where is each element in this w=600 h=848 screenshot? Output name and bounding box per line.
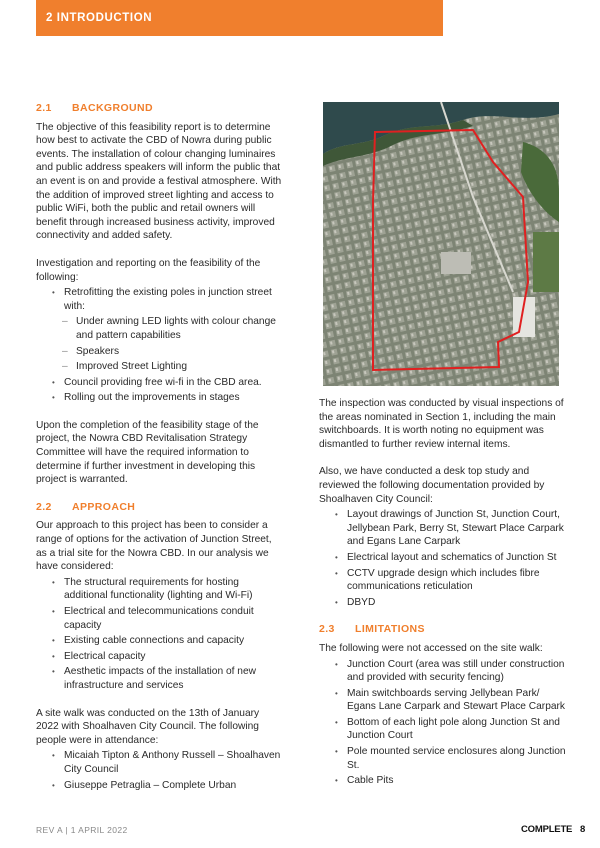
list-item: • Layout drawings of Junction St, Junction Court, Jellybean Park, Berry St, Stewart Place Carpark and Egans Lane Carpark — [319, 508, 569, 549]
attendee-list — [36, 749, 284, 792]
limitations-list — [319, 658, 569, 788]
feasibility-list — [36, 286, 284, 405]
considered-list — [36, 576, 284, 693]
documentation-list — [319, 508, 569, 609]
heading-approach: 2.2 APPROACH — [36, 500, 136, 513]
approach-paragraph-2: A site walk was conducted on the 13th of January 2022 with Shoalhaven City Council. The following people were in attendance: — [36, 707, 260, 746]
list-item: • Pole mounted service enclosures along Junction St. — [319, 745, 569, 772]
background-paragraph-3: Upon the completion of the feasibility stage of the project, the Nowra CBD Revitalisation Strategy Committee will have the required information to determine if further investment in developing this project is warranted. — [36, 419, 259, 486]
background-paragraph-1: The objective of this feasibility report is to determine how best to activate the CBD of Nowra during public events. The installation of colour changing luminaires and public address speakers will inform the public that an event is on and provide a festival atmosphere. With the addition of improved street lighting and access to public WiFi, both the public and retail owners will benefit through increased business activity, improved connectivity and added safety. — [36, 121, 282, 242]
list-item: • CCTV upgrade design which includes fibre communications reticulation — [319, 567, 569, 594]
section-header-title: 2 INTRODUCTION — [46, 12, 153, 24]
list-item: • Electrical and telecommunications conduit capacity — [36, 605, 284, 632]
list-item: • Electrical layout and schematics of Junction St — [319, 551, 569, 565]
background-paragraph-2: Investigation and reporting on the feasibility of the following: — [36, 257, 261, 283]
section-header-band — [36, 0, 443, 36]
page-number: 8 — [580, 824, 586, 835]
heading-limitations: 2.3 LIMITATIONS — [319, 623, 425, 636]
list-item: • Aesthetic impacts of the installation of new infrastructure and services — [36, 665, 284, 692]
footer-revision: REV A | 1 APRIL 2022 — [36, 825, 128, 835]
desktop-study-paragraph: Also, we have conducted a desk top study and reviewed the following documentation provided by Shoalhaven City Council: — [319, 466, 545, 505]
list-item: • Main switchboards serving Jellybean Park/ Egans Lane Carpark and Stewart Place Carpark — [319, 687, 569, 714]
list-item: • DBYD — [319, 596, 569, 610]
inspection-paragraph: The inspection was conducted by visual inspections of the areas nominated in Section 1, including the main switchboards. It is worth noting no equipment was dismantled to further review internal items. — [319, 398, 564, 450]
list-item: • Rolling out the improvements in stages — [36, 391, 284, 405]
list-item: • Cable Pits — [319, 774, 569, 788]
list-item: • Junction Court (area was still under construction and provided with security fencing) — [319, 658, 569, 685]
limitations-paragraph: The following were not accessed on the site walk: — [319, 642, 543, 654]
list-item: • Existing cable connections and capacity — [36, 634, 284, 648]
list-item: • The structural requirements for hosting additional functionality (lighting and Wi-Fi) — [36, 576, 284, 603]
aerial-map-svg — [323, 102, 559, 386]
list-item: • Retrofitting the existing poles in junction street with: — [36, 286, 284, 313]
sub-list-item: – Speakers — [36, 345, 284, 359]
right-column — [319, 397, 569, 788]
aerial-map-image — [323, 102, 559, 386]
company-logo: COMPLETE — [521, 824, 573, 835]
approach-paragraph-1: Our approach to this project has been to consider a range of options for the activation of Junction Street, as a trial site for the Nowra CBD. In our analysis we have considered: — [36, 520, 272, 573]
list-item: • Council providing free wi-fi in the CBD area. — [36, 376, 284, 390]
sub-list-item: – Improved Street Lighting — [36, 360, 284, 374]
left-column — [36, 102, 284, 792]
sub-list-item: – Under awning LED lights with colour change and pattern capabilities — [36, 315, 284, 342]
list-item: • Micaiah Tipton & Anthony Russell – Shoalhaven City Council — [36, 749, 284, 776]
list-item: • Giuseppe Petraglia – Complete Urban — [36, 779, 284, 793]
list-item: • Electrical capacity — [36, 650, 284, 664]
list-item: • Bottom of each light pole along Junction St and Junction Court — [319, 716, 569, 743]
heading-background: 2.1 BACKGROUND — [36, 102, 153, 114]
